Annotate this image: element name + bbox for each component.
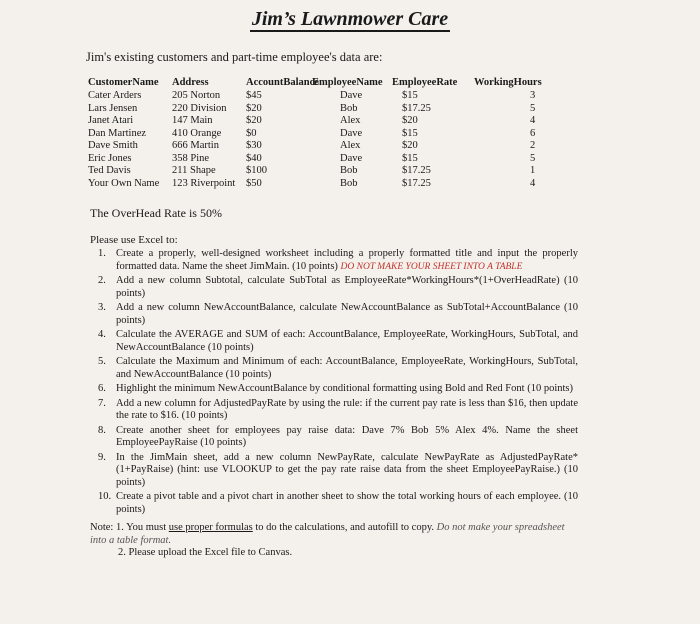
cell-address: 211 Shape (172, 165, 216, 176)
instruction-text: Highlight the minimum NewAccountBalance by conditional formatting using Bold and Red Font (10 points) (116, 383, 573, 394)
instruction-item (90, 452, 578, 490)
instruction-number: 2. (98, 275, 106, 286)
cell-address: 358 Pine (172, 152, 210, 164)
instruction-text: Create a properly, well-designed worksheet including a properly formatted title and input the properly formatted data. Name the sheet JimMain. (10 points) (116, 248, 578, 272)
cell-employee-name: Bob (340, 165, 358, 176)
header-employee-rate: EmployeeRate (392, 77, 458, 88)
cell-address: 123 Riverpoint (172, 177, 236, 189)
instructions-heading: Please use Excel to: (90, 234, 178, 246)
cell-working-hours: 1 (530, 165, 536, 176)
instruction-text: Calculate the Maximum and Minimum of each: AccountBalance, EmployeeRate, WorkingHours, SubTotal, and NewAccountBalance (10 points) (116, 356, 578, 380)
cell-account-balance: $0 (246, 127, 257, 139)
cell-employee-name: Bob (340, 102, 358, 114)
instruction-number: 5. (98, 356, 106, 367)
cell-customer-name: Your Own Name (88, 177, 160, 189)
cell-account-balance: $100 (246, 165, 267, 176)
document-title-text: Jim’s Lawnmower Care (251, 8, 449, 30)
cell-customer-name: Ted Davis (88, 165, 131, 176)
cell-employee-rate: $15 (402, 152, 418, 164)
instruction-item (90, 491, 578, 516)
cell-customer-name: Lars Jensen (88, 102, 138, 114)
cell-customer-name: Dan Martinez (88, 127, 147, 139)
warning-text: DO NOT MAKE YOUR SHEET INTO A TABLE (340, 261, 523, 272)
instruction-number: 7. (98, 397, 106, 409)
instruction-item (90, 302, 578, 327)
cell-working-hours: 5 (530, 152, 536, 164)
header-employee-name: EmployeeName (312, 77, 383, 88)
instruction-item (90, 356, 578, 381)
cell-account-balance: $50 (246, 177, 262, 189)
cell-address: 147 Main (172, 115, 213, 126)
cell-employee-rate: $20 (402, 140, 418, 151)
instruction-text: Add a new column for AdjustedPayRate by using the rule: if the current pay rate is less than $16, then update the rate to $16. (10 points) (116, 397, 578, 421)
note-label: Note: 1. You must (90, 522, 169, 533)
header-address: Address (172, 77, 209, 88)
instruction-text: Create a pivot table and a pivot chart in another sheet to show the total working hours of each employee. (10 points) (116, 491, 578, 515)
cell-working-hours: 2 (530, 140, 536, 151)
note-link-text: use proper formulas (168, 522, 253, 533)
instruction-text: Add a new column Subtotal, calculate SubTotal as EmployeeRate*WorkingHours*(1+OverHeadRate) (10 points) (116, 275, 578, 299)
instruction-item (90, 329, 578, 354)
cell-address: 410 Orange (172, 127, 222, 139)
instruction-number: 3. (98, 302, 106, 313)
instruction-text: In the JimMain sheet, add a new column NewPayRate, calculate NewPayRate as AdjustedPayRate*(1+PayRaise) (hint: use VLOOKUP to get the pay rate raise data from the sheet EmployeePayRaise.) (10 points) (116, 451, 578, 488)
cell-employee-rate: $15 (402, 90, 418, 101)
cell-employee-name: Bob (340, 177, 358, 189)
cell-address: 666 Martin (172, 140, 219, 151)
cell-account-balance: $20 (246, 115, 262, 126)
cell-employee-name: Dave (340, 152, 363, 164)
cell-working-hours: 3 (530, 90, 536, 101)
instruction-text: Calculate the AVERAGE and SUM of each: AccountBalance, EmployeeRate, WorkingHours, SubTotal, and NewAccountBalance (10 points) (116, 329, 578, 353)
cell-employee-name: Alex (340, 140, 361, 151)
cell-customer-name: Dave Smith (88, 140, 138, 151)
instruction-text: Create another sheet for employees pay raise data: Dave 7% Bob 5% Alex 4%. Name the sheet EmployeePayRaise (10 points) (116, 424, 578, 448)
cell-working-hours: 5 (530, 102, 536, 114)
cell-working-hours: 4 (530, 115, 536, 126)
cell-employee-rate: $17.25 (402, 102, 431, 114)
instruction-number: 4. (98, 329, 106, 340)
instruction-number: 8. (98, 424, 106, 436)
header-customer-name: CustomerName (88, 77, 159, 88)
cell-working-hours: 6 (530, 127, 536, 139)
cell-employee-rate: $17.25 (402, 165, 431, 176)
cell-account-balance: $45 (246, 90, 262, 101)
cell-address: 220 Division (172, 102, 227, 114)
cell-customer-name: Janet Atari (88, 115, 134, 126)
instruction-item (90, 248, 578, 273)
overhead-rate-text: The OverHead Rate is 50% (90, 206, 222, 220)
header-account-balance: AccountBalance (246, 77, 319, 88)
intro-text: Jim's existing customers and part-time employee's data are: (86, 50, 383, 64)
cell-customer-name: Cater Arders (88, 90, 142, 101)
instruction-item (90, 275, 578, 300)
instruction-number: 6. (98, 383, 106, 394)
cell-employee-rate: $15 (402, 127, 418, 139)
cell-employee-name: Dave (340, 90, 363, 101)
cell-customer-name: Eric Jones (88, 152, 132, 164)
instruction-item (90, 425, 578, 450)
instruction-number: 9. (98, 451, 106, 463)
cell-employee-name: Dave (340, 127, 363, 139)
cell-employee-name: Alex (340, 115, 361, 126)
note-line2: 2. Please upload the Excel file to Canvas. (118, 547, 293, 558)
note-italic: Do not make your spreadsheet into a table format. (90, 522, 565, 546)
instruction-item (90, 398, 578, 423)
instruction-number: 1. (98, 248, 106, 259)
cell-employee-rate: $20 (402, 115, 418, 126)
header-working-hours: WorkingHours (474, 77, 542, 88)
cell-working-hours: 4 (530, 177, 536, 189)
cell-account-balance: $40 (246, 152, 262, 164)
cell-account-balance: $20 (246, 102, 262, 114)
cell-employee-rate: $17.25 (402, 177, 431, 189)
document-title (0, 8, 700, 31)
cell-account-balance: $30 (246, 140, 262, 151)
note-rest: to do the calculations, and autofill to copy. (252, 522, 437, 533)
cell-address: 205 Norton (172, 90, 221, 101)
instruction-text: Add a new column NewAccountBalance, calculate NewAccountBalance as SubTotal+AccountBalance (10 points) (116, 302, 578, 326)
instructions (90, 234, 578, 560)
note (90, 522, 578, 560)
instruction-list (90, 248, 578, 516)
instruction-item (90, 383, 578, 396)
instruction-number: 10. (98, 491, 112, 502)
